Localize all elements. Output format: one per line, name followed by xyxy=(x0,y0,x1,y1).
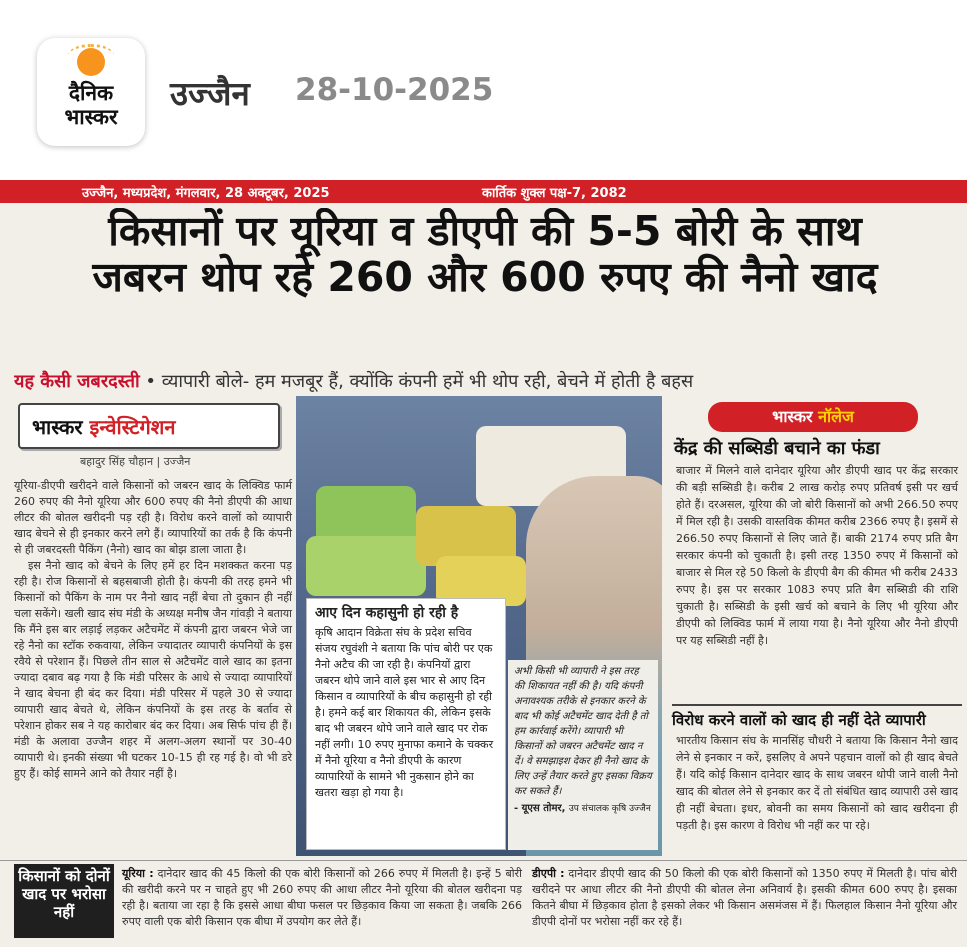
left-column xyxy=(14,478,292,782)
dap-block xyxy=(532,866,957,930)
edition-city[interactable]: उज्जैन xyxy=(170,74,250,113)
right-heading2: विरोध करने वालों को खाद ही नहीं देते व्यापारी xyxy=(672,704,962,730)
app-header xyxy=(0,0,967,180)
logo-line1: दैनिक xyxy=(68,81,114,105)
urea-text: दानेदार खाद की 45 किलो की एक बोरी किसानों को 266 रुपए में मिलती है। इन्हें 5 बोरी की खरीदी करने पर न चाहते हुए भी 260 रुपए की आधा लीटर नैनो यूरिया की बोतल खरीदना पड़ रही है। बताया जा रहा है कि इससे आधा बीघा फसल पर छिड़काव किया जा सकता है। जबकि 266 रुपए वाली एक बोरी किसान एक बीघा में उपयोग कर लेते हैं। xyxy=(122,867,523,928)
right-heading1: केंद्र की सब्सिडी बचाने का फंडा xyxy=(674,438,880,459)
headline-line1: किसानों पर यूरिया व डीएपी की 5-5 बोरी के साथ xyxy=(108,208,862,255)
headline xyxy=(10,208,960,300)
kicker-red: यह कैसी जबरदस्ती xyxy=(14,371,140,392)
box1-title: आए दिन कहासुनी हो रही है xyxy=(315,605,459,621)
bottom-label: किसानों को दोनों खाद पर भरोसा नहीं xyxy=(14,864,114,938)
left-para2: इस नैनो खाद को बेचने के लिए हमें हर दिन मशक्कत करना पड़ रही है। रोज किसानों से बहसबाजी होती है। कंपनी की तरह हमने भी किसानों को पैकिंग के नाम पर नैनो खाद नहीं बेचा तो दुकान ही नहीं चला सकेंगे। खली खाद संघ मंडी के अध्यक्ष मनीष जैन गांवड़ी ने बताया कि मैंने इस बार लड़ाई लड़कर अटैचमेंट में कंपनी द्वारा जबरन भेजे जा रहे नैनो का स्टॉक रुकवाया, लेकिन ज्यादातर व्यापारी कंपनियों के इस रवैये से परेशान हैं। पिछले तीन साल से अटैचमेंट वाले खाद का इतना ज्यादा दबाव बढ़ गया है कि मंडी परिसर के आधे से ज्यादा व्यापारियों ने खाद बेचना ही बंद कर दिया। मंडी परिसर में पहले 30 से ज्यादा व्यापारी खाद बेचते थे, लेकिन कंपनियों के इस तरह के बर्ताव से परेशान होकर सब ने यह कारोबार बंद कर दिया। अब सिर्फ पांच ही हैं। मंडी के अलावा उज्जैन शहर में अलग-अलग स्थानों पर 30-40 व्यापारी थे। इनकी संख्या भी घटकर 10-15 ही रह गई है। वो भी डरे हुए हैं। कोई सामने आने को तैयार नहीं है। xyxy=(14,559,292,780)
dateline-band xyxy=(0,180,967,203)
byline: बहादुर सिंह चौहान | उज्जैन xyxy=(80,455,191,468)
investigation-tag xyxy=(18,403,280,449)
dap-text: दानेदार डीएपी खाद की 50 किलो की एक बोरी किसानों को 1350 रुपए में मिलती है। पांच बोरी खरीदने पर आधा लीटर की नैनो डीएपी की बोतल लेना अनिवार्य है। इसकी कीमत 600 रुपए है। इसका कितने बीघा में छिड़काव होता है इसको लेकर भी किसान असमंजस में हैं। फिलहाल किसान नैनो यूरिया और डीएपी दोनों पर भरोसा नहीं कर रहे हैं। xyxy=(532,867,957,928)
dap-label: डीएपी : xyxy=(532,867,565,880)
knowledge-b: नॉलेज xyxy=(818,407,854,426)
box2-text: अभी किसी भी व्यापारी ने इस तरह की शिकायत नहीं की है। यदि कंपनी अनावश्यक तरीके से इनकार करने के बाद भी कोई अटैचमेंट खाद देती है तो हम कार्रवाई करेंगे। व्यापारी भी किसानों को जबरन अटैचमेंट खाद न दें। वे समझाइश देकर ही नैनो खाद के लिए उन्हें तैयार करते हुए इसका विक्रय कर सकते हैं। xyxy=(514,666,652,797)
edition-date[interactable]: 28-10-2025 xyxy=(295,72,494,108)
right-text1: बाजार में मिलने वाले दानेदार यूरिया और डीएपी खाद पर केंद्र सरकार की बड़ी सब्सिडी है। करीब 2 लाख करोड़ रुपए प्रतिवर्ष इसी पर खर्च होते हैं। दरअसल, यूरिया की जो बोरी किसानों को अभी 266.50 रुपए में मिल रही है। उसकी वास्तविक कीमत करीब 2366 रुपए है। इसमें से 266.50 रुपए किसानों से लिए जाते हैं। बाकी 2174 रुपए प्रति बैग सरकार कंपनी को चुकाती है। इसी तरह 1350 रुपए में किसानों को बाजार से मिल रहे 50 किलो के डीएपी बैग की कीमत भी करीब 2433 रुपए है। इस पर सरकार 1083 रुपए प्रति बैग सब्सिडी की राशि चुकाती है। सब्सिडी के इसी खर्च को बचाने के लिए भी यूरिया और डीएपी को लिक्विड फार्म में लाया गया है। नैनो यूरिया और नैनो डीएपी पर यह सब्सिडी नहीं है। xyxy=(676,464,958,647)
right-text2: भारतीय किसान संघ के मानसिंह चौधरी ने बताया कि किसान नैनो खाद लेने से इनकार न करें, इसलिए वे अपने पहचान वालों को ही खाद बेचते हैं। यदि कोई किसान दानेदार खाद के साथ जबरन थोपी जाने वाली नैनो खाद की बोतल लेने से इनकार कर दें तो संबंधित खाद व्यापारी उसे खाद ही नहीं बेचता। इधर, बोवनी का समय किसानों को खाद खरीदना ही पड़ती है। इस कारण वे विरोध भी नहीं कर पा रहे। xyxy=(676,734,958,832)
investigation-b: इन्वेस्टिगेशन xyxy=(89,415,176,439)
kicker-text: व्यापारी बोले- हम मजबूर हैं, क्योंकि कंपनी हमें भी थोप रही, बेचने में होती है बहस xyxy=(161,371,694,392)
box1-text: कृषि आदान विक्रेता संघ के प्रदेश सचिव संजय रघुवंशी ने बताया कि पांच बोरी पर एक नैनो अटैच की जा रही है। कंपनियों द्वारा जबरन थोपे जाने वाले इस भार से आए दिन किसान व व्यापारियों के बीच कहासुनी हो रही है। हमने कई बार शिकायत की, लेकिन इसके बाद भी जबरन थोपे जाने वाले खाद पर रोक नहीं लगी। 10 रुपए मुनाफा कमाने के चक्कर में नैनो यूरिया व नैनो डीएपी के कारण व्यापारियों के सामने भी नुकसान होने का खतरा खड़ा हो गया है। xyxy=(315,626,494,799)
investigation-a: भास्कर xyxy=(32,415,83,439)
dateline-right: कार्तिक शुक्ल पक्ष-7, 2082 xyxy=(482,186,627,201)
kicker: यह कैसी जबरदस्ती • व्यापारी बोले- हम मजबूर हैं, क्योंकि कंपनी हमें भी थोप रही, बेचने में होती है बहस xyxy=(14,371,694,392)
dainik-bhaskar-logo[interactable] xyxy=(37,38,145,146)
fertilizer-bag xyxy=(306,536,426,596)
urea-block xyxy=(122,866,522,930)
urea-label: यूरिया : xyxy=(122,867,154,880)
headline-line2: जबरन थोप रहे 260 और 600 रुपए की नैनो खाद xyxy=(92,253,878,300)
knowledge-a: भास्कर xyxy=(772,407,813,426)
quote-box xyxy=(508,660,658,850)
box2-signature: - यूएस तोमर, उप संचालक कृषि उज्जैन xyxy=(514,803,651,814)
sun-icon xyxy=(77,48,105,76)
knowledge-tag xyxy=(708,402,918,432)
sidebar-box-arguments xyxy=(306,598,506,850)
left-para1: यूरिया-डीएपी खरीदने वाले किसानों को जबरन खाद के लिक्विड फार्म 260 रुपए की नैनो यूरिया और 600 रुपए की नैनो डीएपी की आधा लीटर की बोतल खरीदनी पड़ रही है। विरोध करने वालों को व्यापारी खाद बेचने से ही इनकार करने लगे हैं। व्यापारियों का तर्क है कि कंपनी से ही जबरदस्ती पैकिंग (नैनो) खाद का बोझ डाला जाता है। xyxy=(14,479,292,556)
logo-line2: भास्कर xyxy=(64,105,118,129)
dateline-left: उज्जैन, मध्यप्रदेश, मंगलवार, 28 अक्टूबर, 2025 xyxy=(82,186,330,201)
